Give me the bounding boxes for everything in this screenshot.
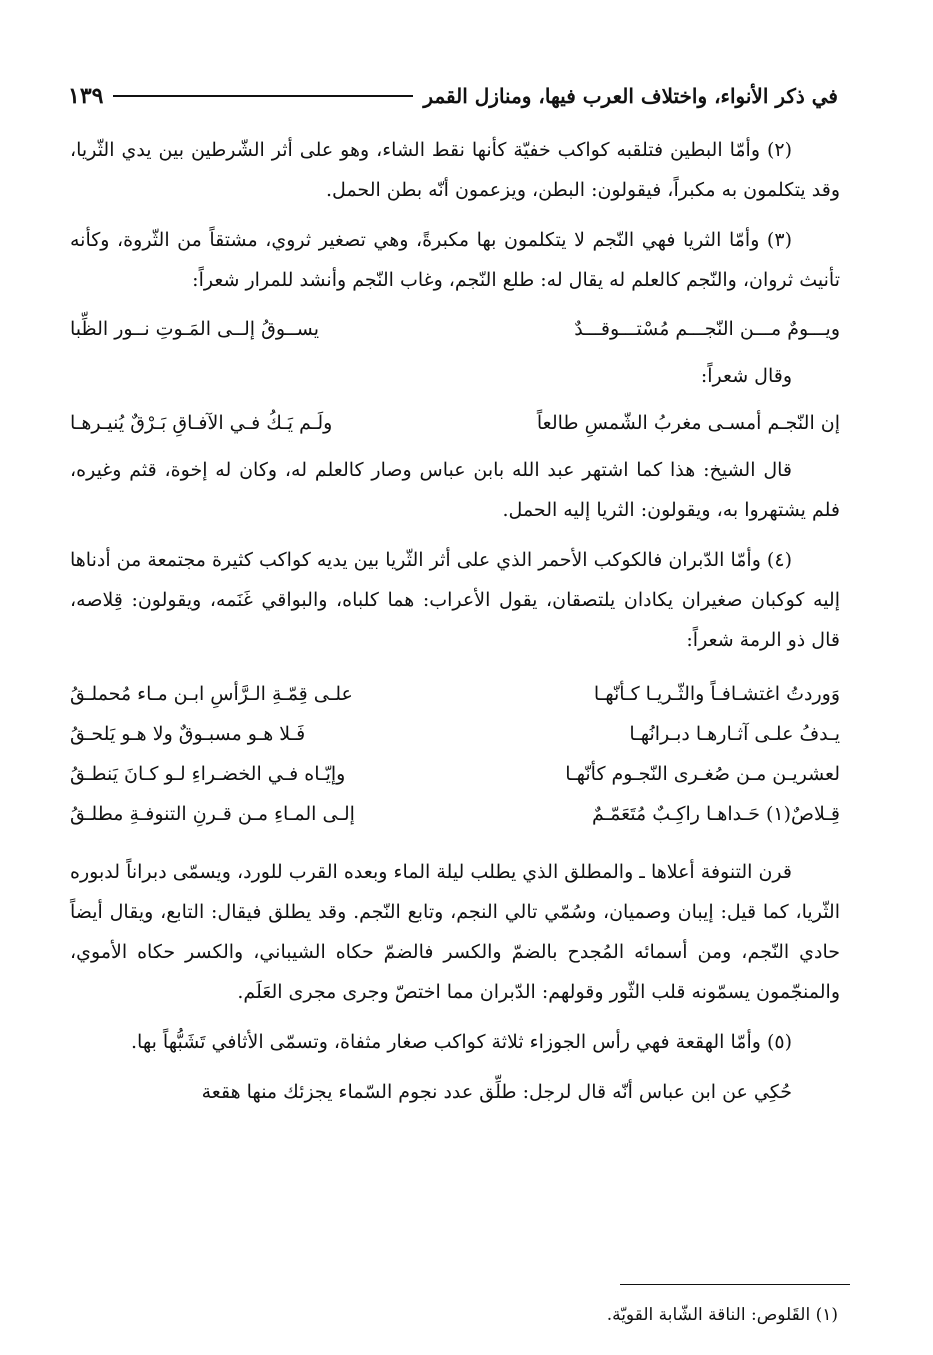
paragraph-haqaa: (٥) وأمّا الهقعة فهي رأس الجوزاء ثلاثة كواكب صغار مثفاة، وتسمّى الأثافي تَشَبُّهاً بها.	[131, 1031, 792, 1053]
verse-second-hemistich: ولَـم يَـكُ فـي الآفـاقِ بَـرْقٌ يُنيـرهـا	[70, 412, 333, 434]
verse-second-hemistich: إلـى المـاءِ مـن قـرنِ التنوفـةِ مطلـقُ	[70, 803, 355, 825]
verse-first-hemistich: يـدفُ علـى آثـارهـا دبـرانُهـا	[629, 723, 840, 745]
paragraph-thurayya: (٣) وأمّا الثريا فهي النّجم لا يتكلمون بها مكبرةً، وهي تصغير ثروي، مشتقاً من الثّروة، وكأنه تأنيث ثروان، والنّجم كالعلم له يقال له: طلع النّجم، وغاب النّجم وأنشد للمرار شعراً:	[70, 229, 840, 291]
paragraph-hukiya: حُكِي عن ابن عباس أنّه قال لرجل: طلِّق عدد نجوم السّماء يجزئك منها هقعة	[201, 1081, 792, 1103]
verse-second-hemistich: فَـلا هـو مسبـوقٌ ولا هـو يَلحـقُ	[70, 723, 306, 745]
running-header	[68, 78, 838, 114]
verse-second-hemistich: وإيّـاه فـي الخضـراءِ لـو كـانَ يَنطـقُ	[70, 763, 346, 785]
footnote: (١) القَلوص: الناقة الشّابة القويّة.	[606, 1305, 838, 1325]
main-text	[70, 130, 840, 1122]
paragraph-butayn: (٢) وأمّا البطين فتلقبه كواكب خفيّة كأنها نقط الشاء، وهو على أثر الشّرطين بين يدي الثّريا، وقد يتكلمون به مكبراً، فيقولون: البطن، ويزعمون أنّه بطن الحمل.	[70, 139, 840, 201]
paragraph-qal: وقال شعراً:	[700, 365, 792, 387]
verse-line	[70, 754, 840, 794]
verse-line	[70, 674, 840, 714]
verse-first-hemistich: قِـلاصٌ(١) حَـداهـا راكِـبٌ مُتَعَمّـمٌ	[591, 803, 840, 825]
footnote-divider	[620, 1284, 850, 1285]
verse-first-hemistich: وَوردتُ اغتشـافـاً والثّـريـا كـأنّهـا	[593, 683, 840, 705]
page-number: ١٣٩	[68, 83, 104, 109]
verse-second-hemistich: علـى قِمّـةِ الـرَّأسِ ابـن مـاء مُحملـقُ	[70, 683, 353, 705]
header-title: في ذكر الأنواء، واختلاف العرب فيها، ومنازل القمر	[423, 84, 838, 108]
verse-line	[70, 404, 840, 442]
verse-first-hemistich: ويـــومٌ مـــن النّجـــم مُسْتـــوقـــدٌ	[574, 318, 840, 340]
verse-first-hemistich: إن النّجـم أمسـى مغربُ الشّمسِ طالعاً	[536, 412, 840, 434]
verse-second-hemistich: يســوقُ إلــى المَـوتِ نــور الظِّبا	[70, 318, 320, 340]
verse-line	[70, 310, 840, 348]
verse-line	[70, 794, 840, 834]
paragraph-qarn-tanufa: قرن التنوفة أعلاها ـ والمطلق الذي يطلب ليلة الماء وبعده القرب للورد، ويسمّى دبراناً لدبوره الثّريا، كما قيل: إيبان وصميان، وسُمّي تالي النجم، وتابع النّجم. وقد يطلق فيقال: التابع، ويقال أيضاً حادي النّجم، ومن أسمائه المُجدح بالضمّ والكسر فالضمّ حكاه الشيباني، والكسر حكاه الأموي، والمنجّمون يسمّونه قلب الثّور وقولهم: الدّبران مما اختصّ وجرى مجرى العَلَم.	[70, 861, 840, 1003]
paragraph-dabaran: (٤) وأمّا الدّبران فالكوكب الأحمر الذي على أثر الثّريا بين يديه كواكب كثيرة مجتمعة من أدناها إليه كوكبان صغيران يكادان يلتصقان، يقول الأعراب: هما كلباه، والبواقي غَنَمه، ويقولون: قِلاصه، قال ذو الرمة شعراً:	[70, 549, 840, 651]
header-rule	[113, 95, 413, 97]
poem-dhu-al-rumma	[70, 674, 840, 834]
verse-first-hemistich: لعشريـن مـن صُغـرى النّجـوم كأنّهـا	[565, 763, 840, 785]
paragraph-shaykh: قال الشيخ: هذا كما اشتهر عبد الله بابن عباس وصار كالعلم له، وكان له إخوة، قثم وغيره، فلم يشتهروا به، ويقولون: الثريا إليه الحمل.	[70, 459, 840, 521]
verse-line	[70, 714, 840, 754]
